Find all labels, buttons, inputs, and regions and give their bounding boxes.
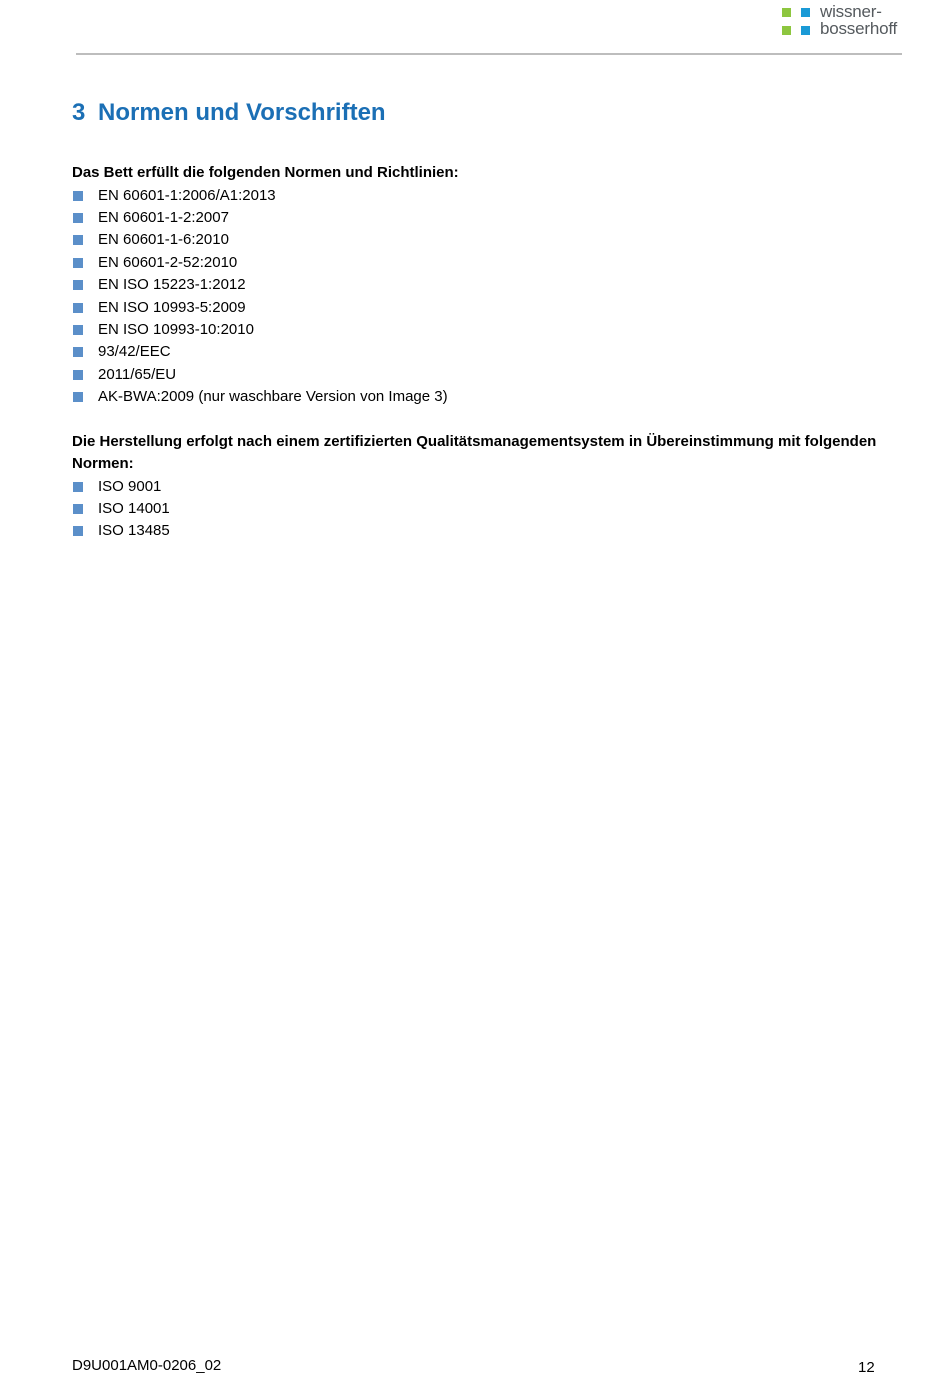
logo-text-line1: wissner- [820,2,882,21]
list-item [72,386,892,408]
logo-text-line2: bosserhoff [820,19,898,38]
logo-square-green-top [782,8,791,17]
list-item [72,274,892,296]
list-item-text: EN 60601-1-2:2007 [98,208,229,226]
standards-list [72,185,892,409]
square-bullet-icon [73,504,83,514]
quality-standards-list [72,476,892,543]
list-item [72,319,892,341]
brand-logo [782,3,912,39]
list-item-text: ISO 13485 [98,522,170,540]
page-number: 12 [858,1359,875,1376]
list-item [72,229,892,251]
list-item [72,252,892,274]
list-item [72,520,892,542]
list-item [72,185,892,207]
page-content [72,96,892,543]
list-item-text: EN 60601-1-6:2010 [98,231,229,249]
list-item-text: ISO 14001 [98,499,170,517]
section1-intro: Das Bett erfüllt die folgenden Normen und Richtlinien: [72,164,459,181]
list-item-text: EN ISO 15223-1:2012 [98,276,246,294]
list-item-text: ISO 9001 [98,477,162,495]
square-bullet-icon [73,280,83,290]
list-item [72,364,892,386]
square-bullet-icon [73,213,83,223]
list-item [72,476,892,498]
list-item [72,297,892,319]
list-item-text: EN 60601-1:2006/A1:2013 [98,186,276,204]
square-bullet-icon [73,191,83,201]
logo-square-blue-bottom [801,26,810,35]
square-bullet-icon [73,370,83,380]
list-item [72,207,892,229]
chapter-number: 3 [72,99,86,126]
logo-square-blue-top [801,8,810,17]
square-bullet-icon [73,235,83,245]
square-bullet-icon [73,526,83,536]
chapter-title: Normen und Vorschriften [98,99,386,126]
square-bullet-icon [73,303,83,313]
list-item-text: 93/42/EEC [98,343,171,361]
list-item-text: EN 60601-2-52:2010 [98,253,238,271]
square-bullet-icon [73,347,83,357]
square-bullet-icon [73,392,83,402]
logo-square-green-bottom [782,26,791,35]
list-item-text: EN ISO 10993-10:2010 [98,320,254,338]
list-item-text: EN ISO 10993-5:2009 [98,298,246,316]
square-bullet-icon [73,325,83,335]
square-bullet-icon [73,482,83,492]
list-item [72,498,892,520]
list-item-text: 2011/65/EU [98,365,177,383]
square-bullet-icon [73,258,83,268]
section2-intro: Die Herstellung erfolgt nach einem zertifizierten Qualitätsmanagementsystem in Übereinstimmung mit folgenden Normen: [72,432,877,473]
chapter-heading [72,96,892,130]
header-divider [76,53,902,55]
list-item [72,341,892,363]
document-code: D9U001AM0-0206_02 [72,1357,222,1374]
list-item-text: AK-BWA:2009 (nur waschbare Version von Image 3) [98,388,448,406]
